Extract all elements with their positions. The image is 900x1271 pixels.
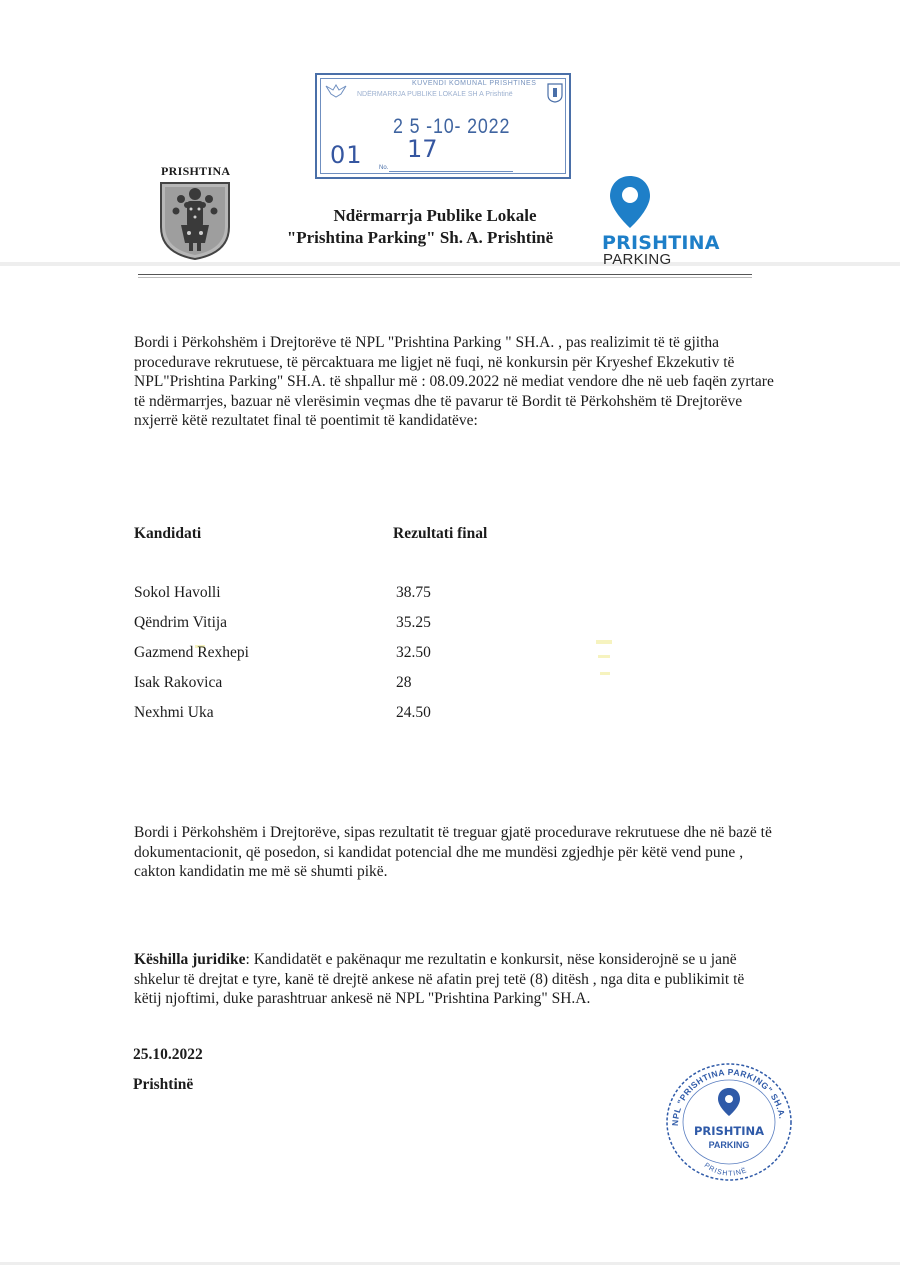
stamp-no-label: No. [379,165,389,171]
scan-speck [598,655,610,658]
table-header-candidate: Kandidati [134,525,202,542]
org-name-line2: "Prishtina Parking" Sh. A. Prishtinë [286,228,554,247]
decision-paragraph: Bordi i Përkohshëm i Drejtorëve, sipas rezultatit të treguar gjatë procedurave rekrutuese dhe në bazë të dokumentacionit, që posedon, si kandidat potencial dhe me mundësi zgjedhje për këtë vend pune , cakton kandidatin me më së shumti pikë. [134,824,772,880]
table-row-name: Isak Rakovica [134,674,223,691]
table-row-score: 38.75 [396,584,431,601]
header-divider [138,274,752,275]
legal-advice-label: Këshilla juridike [134,951,246,968]
stamp-no-line [389,171,513,172]
document-date: 25.10.2022 [133,1046,203,1063]
stamp-crest-icon [547,83,563,103]
seal-center-line2: PARKING [708,1140,750,1150]
location-pin-icon [608,174,652,230]
company-seal [664,1058,794,1182]
prishtina-coat-of-arms-icon [159,181,231,261]
seal-center-line1: PRISHTINA [693,1124,765,1138]
legal-advice-text: : Kandidatët e pakënaqur me rezultatin e konkursit, nëse konsiderojnë se u janë shkelur të drejtat e tyre, kanë të drejtë ankese në afatin prej tetë (8) ditësh , nga dita e publikimit të këtij njoftimi, duke parashtruar ankesë në NPL "Prishtina Parking" SH.A. [134,951,745,1007]
stamp-handwritten-prefix: 01 [330,141,363,169]
legal-advice-paragraph [134,950,774,1009]
seal-bottom-text: PRISHTINË [702,1162,749,1178]
seal-ring-text: NPL "PRISHTINA PARKING" SH.A. [669,1066,788,1127]
table-row-name: Nexhmi Uka [134,704,214,721]
stamp-handwritten-number: 17 [407,135,438,163]
intro-paragraph: Bordi i Përkohshëm i Drejtorëve të NPL "Prishtina Parking " SH.A. , pas realizimit të të gjitha procedurave rekrutuese, të përcaktuara me ligjet në fuqi, në konkursin për Kryeshef Ekzekutiv të NPL"Prishtina Parking" SH.A. të shpallur më : 08.09.2022 në mediat vendore dhe në ueb faqën zyrtare të ndërmarrjes, bazuar në vlerësimin veçmas dhe të pavarur të Bordit të Përkohshëm të Drejtorëve nxjerrë këtë rezultatet final të poentimit të kandidatëve: [134,334,774,429]
table-row-name: Qëndrim Vitija [134,614,228,631]
table-header-result: Rezultati final [393,525,488,542]
stamp-header-line2: NDËRMARRJA PUBLIKE LOKALE SH A Prishtinë [357,91,513,98]
org-name-line1: Ndërmarrja Publike Lokale [333,206,537,225]
table-row-name: Sokol Havolli [134,584,221,601]
stamp-header-line1: KUVENDI KOMUNAL PRISHTINES [412,80,537,87]
document-city: Prishtinë [133,1076,194,1093]
header-divider-shadow [138,277,752,278]
table-row-name: Gazmend Rexhepi [134,644,249,661]
scan-speck [600,672,610,675]
table-row-score: 35.25 [396,614,431,631]
stamp-date: 2 5 -10- 2022 [393,115,511,138]
brand-subtitle: PARKING [603,251,672,268]
eagle-icon [325,83,347,99]
scan-speck [596,640,612,644]
brand-name: PRISHTINA [602,232,720,254]
table-row-score: 28 [396,674,412,691]
table-row-score: 32.50 [396,644,431,661]
scan-band-top [0,262,900,266]
table-row-score: 24.50 [396,704,431,721]
registry-stamp [315,73,571,179]
municipality-name: PRISHTINA [161,164,231,178]
scan-band-bottom [0,1262,900,1265]
